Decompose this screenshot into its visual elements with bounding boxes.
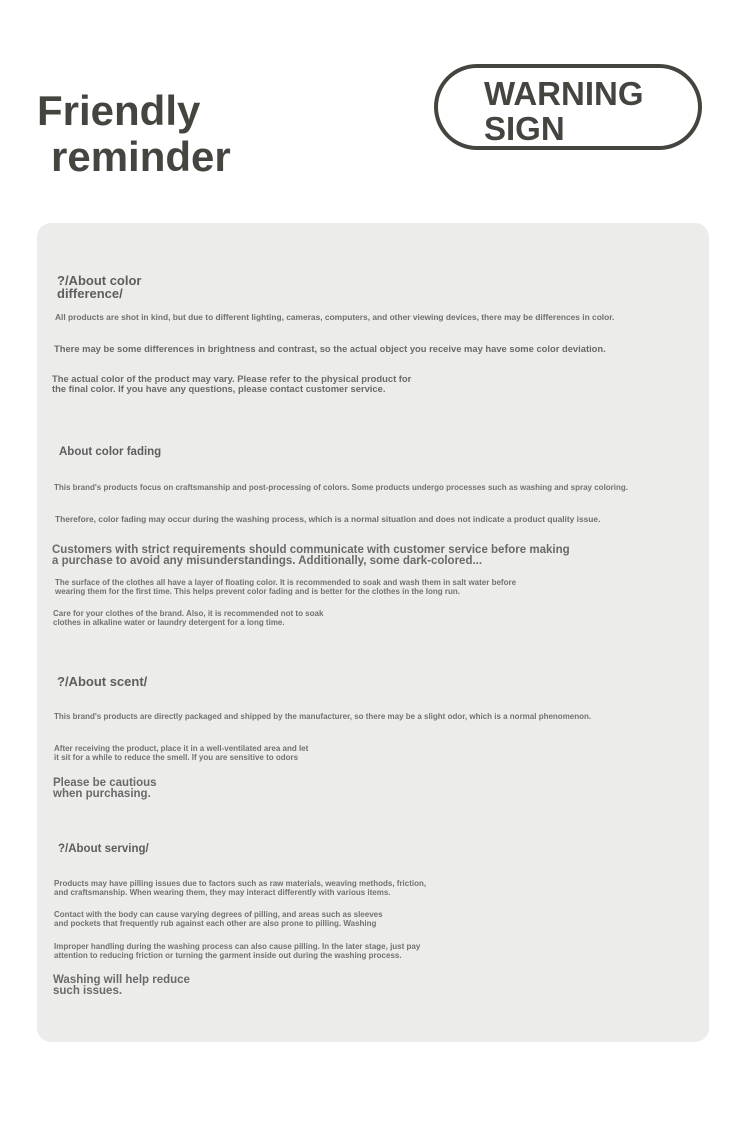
title-line-2: reminder: [51, 133, 231, 180]
color-fading-p1: This brand's products focus on craftsmanship and post-processing of colors. Some products undergo processes such as washing and spray coloring.: [54, 483, 629, 492]
warning-sign-badge: [434, 64, 702, 150]
heading-color-fading: About color fading: [59, 446, 162, 458]
serving-p3: Improper handling during the washing process can also cause pilling. In the later stage, just pay attention to reducing friction or turning the garment inside out during the washing process.: [54, 942, 421, 960]
color-fading-p3: Customers with strict requirements should communicate with customer service before making a purchase to avoid any misunderstandings. Additionally, some dark-colored...: [52, 544, 570, 567]
color-fading-p4: The surface of the clothes all have a layer of floating color. It is recommended to soak and wash them in salt water before wearing them for the first time. This helps prevent color fading and is better for the clothes in the long run.: [55, 578, 517, 596]
heading-scent: ?/About scent/: [57, 674, 148, 689]
color-difference-p3: The actual color of the product may vary. Please refer to the physical product for the final color. If you have any questions, please contact customer service.: [52, 373, 412, 394]
notice-card: [37, 223, 709, 1042]
title-line-1: Friendly: [37, 87, 201, 134]
heading-color-difference: ?/About color difference/: [57, 273, 142, 301]
page-title: [37, 88, 231, 180]
color-fading-p5: Care for your clothes of the brand. Also, it is recommended not to soak clothes in alkaline water or laundry detergent for a long time.: [53, 609, 324, 627]
color-difference-p2: There may be some differences in brightness and contrast, so the actual object you receive may have some color deviation.: [54, 343, 606, 354]
scent-p1: This brand's products are directly packaged and shipped by the manufacturer, so there may be a slight odor, which is a normal phenomenon.: [54, 712, 592, 721]
serving-p4: Washing will help reduce such issues.: [53, 974, 190, 997]
serving-p2: Contact with the body can cause varying degrees of pilling, and areas such as sleeves and pockets that frequently rub against each other are also prone to pilling. Washing: [54, 910, 383, 928]
scent-p3: Please be cautious when purchasing.: [53, 777, 157, 800]
warning-sign-text: WARNING SIGN: [484, 75, 644, 147]
scent-p2: After receiving the product, place it in a well-ventilated area and let it sit for a while to reduce the smell. If you are sensitive to odors: [54, 744, 309, 762]
serving-p1: Products may have pilling issues due to factors such as raw materials, weaving methods, friction, and craftsmanship. When wearing them, they may interact differently with various items.: [54, 879, 427, 897]
heading-serving: ?/About serving/: [58, 843, 149, 855]
color-fading-p2: Therefore, color fading may occur during the washing process, which is a normal situation and does not indicate a product quality issue.: [55, 514, 601, 524]
color-difference-p1: All products are shot in kind, but due to different lighting, cameras, computers, and other viewing devices, there may be differences in color.: [55, 312, 615, 322]
